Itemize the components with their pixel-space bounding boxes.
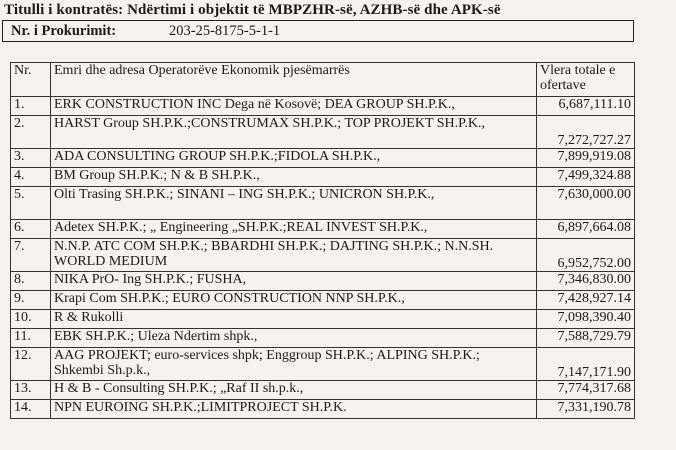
offer-value: 7,098,390.40 (537, 310, 635, 329)
operator-name: BM Group SH.P.K.; N & B SH.P.K., (51, 168, 537, 187)
row-number: 2. (11, 116, 51, 149)
offer-value: 6,952,752.00 (537, 239, 635, 272)
table-row (11, 187, 635, 220)
table-row (11, 329, 635, 348)
offer-value: 7,331,190.78 (537, 400, 635, 419)
table-row (11, 310, 635, 329)
row-number: 10. (11, 310, 51, 329)
row-number: 1. (11, 97, 51, 116)
offer-value: 7,630,000.00 (537, 187, 635, 220)
offer-value: 7,588,729.79 (537, 329, 635, 348)
header-operator-name: Emri dhe adresa Operatorëve Ekonomik pjesëmarrës (51, 63, 537, 97)
header-nr: Nr. (11, 63, 51, 97)
operator-name: N.N.P. ATC COM SH.P.K.; BBARDHI SH.P.K.; DAJTING SH.P.K.; N.N.SH. WORLD MEDIUM (51, 239, 537, 272)
offer-value: 7,774,317.68 (537, 381, 635, 400)
operator-name: ERK CONSTRUCTION INC Dega në Kosovë; DEA GROUP SH.P.K., (51, 97, 537, 116)
row-number: 12. (11, 348, 51, 381)
table-row (11, 149, 635, 168)
table-row (11, 97, 635, 116)
table-row (11, 168, 635, 187)
row-number: 4. (11, 168, 51, 187)
operator-name: Adetex SH.P.K.; „ Engineering „SH.P.K.;REAL INVEST SH.P.K., (51, 220, 537, 239)
operator-name: EBK SH.P.K.; Uleza Ndertim shpk., (51, 329, 537, 348)
operator-name: NIKA PrO- Ing SH.P.K.; FUSHA, (51, 272, 537, 291)
operator-name: H & B - Consulting SH.P.K.; „Raf II sh.p.k., (51, 381, 537, 400)
row-number: 9. (11, 291, 51, 310)
offer-value: 7,428,927.14 (537, 291, 635, 310)
row-number: 13. (11, 381, 51, 400)
operators-table (10, 62, 635, 419)
table-row (11, 381, 635, 400)
table-row (11, 239, 635, 272)
operator-name: NPN EUROING SH.P.K.;LIMITPROJECT SH.P.K. (51, 400, 537, 419)
row-number: 8. (11, 272, 51, 291)
offer-value: 6,687,111.10 (537, 97, 635, 116)
table-row (11, 291, 635, 310)
operator-name: HARST Group SH.P.K.;CONSTRUMAX SH.P.K.; TOP PROJEKT SH.P.K., (51, 116, 537, 149)
table-row (11, 272, 635, 291)
offer-value: 7,499,324.88 (537, 168, 635, 187)
offer-value: 7,899,919.08 (537, 149, 635, 168)
row-number: 11. (11, 329, 51, 348)
operator-name: R & Rukolli (51, 310, 537, 329)
operator-name: AAG PROJEKT; euro-services shpk; Enggroup SH.P.K.; ALPING SH.P.K.; Shkembi Sh.p.k., (51, 348, 537, 381)
operator-name: Krapi Com SH.P.K.; EURO CONSTRUCTION NNP SH.P.K., (51, 291, 537, 310)
procurement-label: Nr. i Prokurimit: (11, 23, 117, 39)
row-number: 5. (11, 187, 51, 220)
offer-value: 7,346,830.00 (537, 272, 635, 291)
contract-title: Titulli i kontratës: Ndërtimi i objektit të MBPZHR-së, AZHB-së dhe APK-së (4, 2, 501, 18)
operator-name: Olti Trasing SH.P.K.; SINANI – ING SH.P.K.; UNICRON SH.P.K., (51, 187, 537, 220)
offer-value: 6,897,664.08 (537, 220, 635, 239)
procurement-number: 203-25-8175-5-1-1 (169, 23, 281, 39)
offer-value: 7,272,727.27 (537, 116, 635, 149)
row-number: 6. (11, 220, 51, 239)
row-number: 7. (11, 239, 51, 272)
procurement-number-box (2, 20, 634, 42)
operator-name: ADA CONSULTING GROUP SH.P.K.;FIDOLA SH.P.K., (51, 149, 537, 168)
table-row (11, 116, 635, 149)
table-row (11, 400, 635, 419)
table-row (11, 220, 635, 239)
offer-value: 7,147,171.90 (537, 348, 635, 381)
row-number: 3. (11, 149, 51, 168)
table-row (11, 348, 635, 381)
row-number: 14. (11, 400, 51, 419)
header-total-value: Vlera totale e ofertave (537, 63, 635, 97)
